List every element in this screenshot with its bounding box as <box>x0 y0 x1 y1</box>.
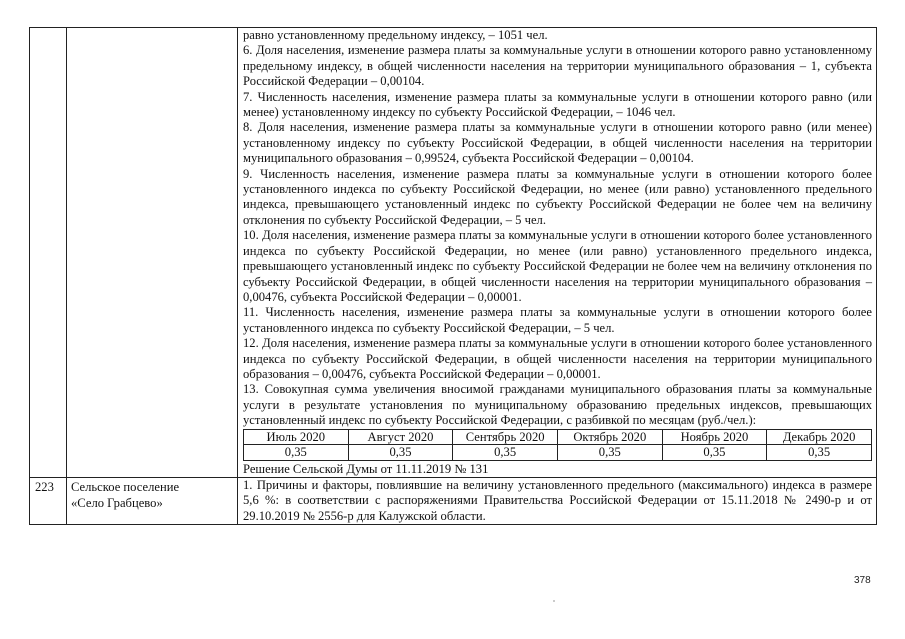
paragraph: 9. Численность населения, изменение размера платы за коммунальные услуги в отношении которого более установленного индекса по субъекту Российской Федерации, но менее (или равно) установленного предельного индекса, превышающего установленный индекс по субъекту Российской Федерации не более чем на величину отклонения по субъекту Российской Федерации, – 5 чел. <box>243 166 872 227</box>
month-value: 0,35 <box>767 445 872 461</box>
paragraph: равно установленному предельному индексу, – 1051 чел. <box>243 28 548 42</box>
monthly-increase-table <box>243 429 872 461</box>
month-value: 0,35 <box>453 445 558 461</box>
table-row <box>30 28 877 478</box>
row-number-cell: 223 <box>30 477 67 524</box>
paragraph: 12. Доля населения, изменение размера платы за коммунальные услуги в отношении которого более установленного индекса по субъекту Российской Федерации, в общей численности населения на территории муниципального образования – 0,00476, субъекта Российской Федерации – 0,00001. <box>243 336 872 381</box>
month-value: 0,35 <box>557 445 662 461</box>
paragraph: 1. Причины и факторы, повлиявшие на величину установленного предельного (максимального) индекса в размере 5,6 %: в соответствии с распоряжениями Правительства Российской Федерации от 15.11.2018 № 2490-р и от 29.10.2019 № 2556-р для Калужской области. <box>243 477 872 523</box>
scan-speck <box>553 600 555 602</box>
municipality-name-line: «Село Грабцево» <box>71 495 163 510</box>
month-header: Декабрь 2020 <box>767 429 872 445</box>
month-header-row <box>244 429 872 445</box>
month-value: 0,35 <box>662 445 767 461</box>
paragraph: 11. Численность населения, изменение размера платы за коммунальные услуги в отношении которого более установленного индекса по субъекту Российской Федерации, – 5 чел. <box>243 305 872 335</box>
paragraph: 7. Численность населения, изменение размера платы за коммунальные услуги в отношении которого равно (или менее) установленному индексу по субъекту Российской Федерации, – 1046 чел. <box>243 89 872 120</box>
month-header: Октябрь 2020 <box>557 429 662 445</box>
month-value: 0,35 <box>244 445 349 461</box>
details-cell <box>238 28 877 478</box>
decision-reference: Решение Сельской Думы от 11.11.2019 № 131 <box>243 461 489 476</box>
paragraph: 10. Доля населения, изменение размера платы за коммунальные услуги в отношении которого более установленного индекса по субъекту Российской Федерации, но менее (или равно) установленного предельного индекса, превышающего установленный индекс по субъекту Российской Федерации не более чем на величину отклонения по субъекту Российской Федерации, в общей численности населения на территории муниципального образования – 0,00476, субъекта Российской Федерации – 0,00001. <box>243 228 872 304</box>
page-number: 378 <box>854 575 871 586</box>
municipality-name-cell <box>67 477 238 524</box>
details-cell <box>238 477 877 524</box>
municipality-name-line: Сельское поселение <box>71 479 180 494</box>
paragraph: 13. Совокупная сумма увеличения вносимой гражданами муниципального образования платы за коммунальные услуги в результате установления по муниципальному образованию предельных индексов, превышающих установленный индекс по субъекту Российской Федерации, с разбивкой по месяцам (руб./чел.): <box>243 382 872 428</box>
paragraph: 8. Доля населения, изменение размера платы за коммунальные услуги в отношении которого равно (или менее) установленному индексу по субъекту Российской Федерации, в общей численности населения на территории муниципального образования – 0,99524, субъекта Российской Федерации – 0,00104. <box>243 120 872 166</box>
month-header: Август 2020 <box>348 429 453 445</box>
paragraph: 6. Доля населения, изменение размера платы за коммунальные услуги в отношении которого равно установленному предельному индексу, в общей численности населения на территории муниципального образования – 1, субъекта Российской Федерации – 0,00104. <box>243 43 872 89</box>
month-header: Июль 2020 <box>244 429 349 445</box>
month-value-row <box>244 445 872 461</box>
month-value: 0,35 <box>348 445 453 461</box>
table-row <box>30 477 877 524</box>
month-header: Сентябрь 2020 <box>453 429 558 445</box>
municipality-name-cell <box>67 28 238 478</box>
municipal-indices-table <box>29 27 877 525</box>
row-number-cell <box>30 28 67 478</box>
month-header: Ноябрь 2020 <box>662 429 767 445</box>
